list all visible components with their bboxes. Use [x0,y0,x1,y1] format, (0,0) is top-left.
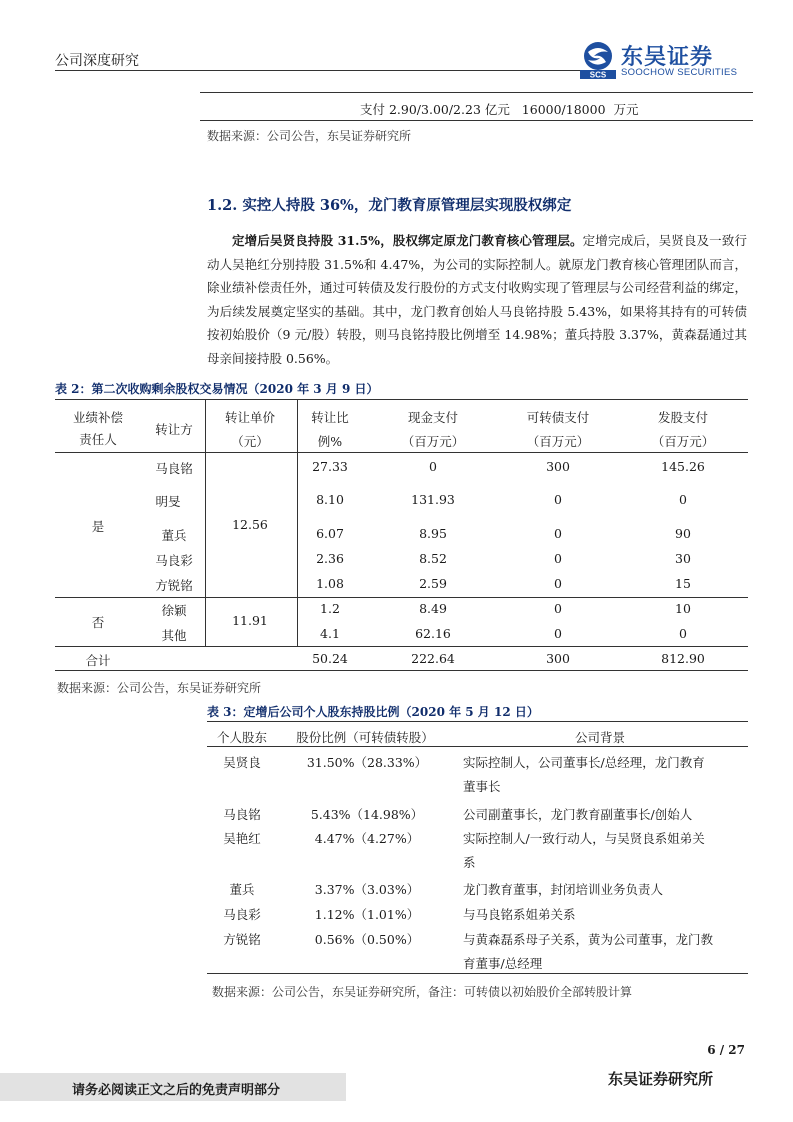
t2-cash: 2.59 [419,576,447,591]
table2-title: 表 2：第二次收购剩余股权交易情况（2020 年 3 月 9 日） [55,382,379,396]
t3-bg-line2: 育董事/总经理 [463,956,543,971]
t2-h-c4a: 转让比 [311,410,349,425]
table3-header-rule [207,746,748,747]
t2-h-c1b: 责任人 [79,432,117,447]
t2-group-no-price: 11.91 [232,613,268,628]
t2-cash: 62.16 [415,626,451,641]
t2-cash: 0 [429,459,437,474]
t3-pct: 5.43%（14.98%） [310,807,424,822]
t2-total-cash: 222.64 [411,651,455,666]
t3-pct: 0.56%（0.50%） [314,932,420,947]
continued-table-source: 数据来源：公司公告，东吴证券研究所 [207,129,412,143]
t2-stock: 145.26 [661,459,705,474]
t2-h-c3a: 转让单价 [224,410,275,425]
t3-pct: 1.12%（1.01%） [314,907,420,922]
t2-name: 马良铭 [155,461,193,476]
t2-ratio: 4.1 [320,626,340,641]
t3-name: 董兵 [229,882,255,897]
t2-h-c5b: （百万元） [401,434,465,449]
t2-total-label: 合计 [85,653,111,668]
t2-name: 董兵 [161,528,187,543]
paragraph-lead: 定增后吴贤良持股 31.5%，股权绑定原龙门教育核心管理层。 [232,233,583,248]
t3-name: 方锐铭 [223,932,261,947]
t2-cb: 0 [554,601,562,616]
footer-brand: 东吴证券研究所 [608,1070,714,1088]
t2-ratio: 8.10 [316,492,344,507]
logo-english-name: SOOCHOW SECURITIES [621,67,738,78]
t2-ratio: 1.08 [316,576,344,591]
paragraph-body: 定增完成后，吴贤良及一致行动人吴艳红分别持股 31.5%和 4.47%，为公司的实际控制人。就原龙门教育核心管理团队而言，除业绩补偿责任外，通过可转债及发行股份的方式支付收购实现了管理层与公司经营利益的绑定，为后续发展奠定坚实的基础。其中，龙门教育创始人马良铭持股 5.43%，如果将其持有的可转债按初始股价（9 元/股）转股，则马良铭持股比例增至 14.98%；董兵持股 3.37%，黄森磊通过其母亲间接持股 0.56%。 [207,233,747,366]
t2-stock: 15 [675,576,691,591]
t2-cb: 0 [554,492,562,507]
t2-ratio: 27.33 [312,459,348,474]
t3-bg-line1: 实际控制人/一致行动人，与吴贤良系姐弟关 [463,831,705,846]
t3-name: 马良彩 [223,907,261,922]
header-divider [55,70,600,71]
t2-stock: 0 [679,626,687,641]
t2-h-c6a: 可转债支付 [526,410,590,425]
t3-name: 马良铭 [223,807,261,822]
t2-h-c5a: 现金支付 [407,410,458,425]
t2-h-c3b: （元） [231,434,269,449]
section-paragraph [207,229,747,370]
t2-h-c2: 转让方 [155,422,193,437]
t2-name: 其他 [161,628,187,643]
t2-total-cb: 300 [546,651,570,666]
t2-h-c1a: 业绩补偿 [72,410,123,425]
logo-chinese-name: 东吴证券 [621,44,714,70]
t2-h-c7a: 发股支付 [657,410,708,425]
t2-cash: 131.93 [411,492,455,507]
table2-group-rule [55,597,748,598]
continued-table-row: 支付 2.90/3.00/2.23 亿元 16000/18000 万元 [360,102,639,117]
t2-stock: 90 [675,526,691,541]
t3-h-c3: 公司背景 [574,730,625,745]
continued-table-bottom-rule [200,120,753,121]
section-heading: 1.2. 实控人持股 36%，龙门教育原管理层实现股权绑定 [207,197,572,214]
page-number: 6 / 27 [707,1043,745,1057]
t2-group-no-label: 否 [91,615,105,630]
t2-cash: 8.52 [419,551,447,566]
t3-bg-line1: 实际控制人，公司董事长/总经理，龙门教育 [463,755,705,770]
t3-bg-line1: 与黄森磊系母子关系，黄为公司董事，龙门教 [463,932,714,947]
table3-top-rule [207,721,748,722]
t2-h-c6b: （百万元） [526,434,590,449]
t2-ratio: 1.2 [320,601,340,616]
t2-cb: 300 [546,459,570,474]
t3-bg-line1: 公司副董事长，龙门教育副董事长/创始人 [463,807,693,822]
t2-name: 马良彩 [155,553,193,568]
t2-stock: 0 [679,492,687,507]
t2-cb: 0 [554,576,562,591]
t3-bg-line2: 系 [463,855,476,870]
t2-cash: 8.49 [419,601,447,616]
t3-bg-line1: 龙门教育董事，封闭培训业务负责人 [463,882,664,897]
t2-ratio: 2.36 [316,551,344,566]
t2-group-yes-price: 12.56 [232,517,268,532]
t2-h-c7b: （百万元） [651,434,715,449]
logo-mark-text: SCS [589,70,607,80]
t2-h-c4b: 例% [317,434,343,449]
t2-cash: 8.95 [419,526,447,541]
table2-top-rule [55,399,748,400]
t3-pct: 31.50%（28.33%） [306,755,428,770]
t3-name: 吴艳红 [223,831,261,846]
disclaimer-text: 请务必阅读正文之后的免责声明部分 [72,1083,281,1098]
table3-title: 表 3：定增后公司个人股东持股比例（2020 年 5 月 12 日） [207,705,539,719]
table2-total-rule [55,646,748,647]
table3-bottom-rule [207,973,748,974]
table2-header-rule [55,452,748,453]
table2-bottom-rule [55,670,748,671]
continued-table-top-rule [200,92,753,93]
t2-total-stock: 812.90 [661,651,705,666]
t2-ratio: 6.07 [316,526,344,541]
t2-cb: 0 [554,626,562,641]
t3-bg-line2: 董事长 [463,779,501,794]
t3-bg-line1: 与马良铭系姐弟关系 [463,907,576,922]
t2-group-yes-label: 是 [91,519,105,534]
report-type-label: 公司深度研究 [55,53,139,69]
t3-pct: 3.37%（3.03%） [314,882,420,897]
t2-cb: 0 [554,551,562,566]
company-logo-icon [578,40,618,80]
t2-cb: 0 [554,526,562,541]
t3-pct: 4.47%（4.27%） [314,831,420,846]
t2-name: 明旻 [155,494,181,509]
t2-name: 徐颖 [161,603,187,618]
t3-h-c2: 股份比例（可转债转股） [296,730,434,745]
t2-total-ratio: 50.24 [312,651,348,666]
table2-source: 数据来源：公司公告，东吴证券研究所 [57,681,262,695]
t3-h-c1: 个人股东 [216,730,267,745]
t3-name: 吴贤良 [223,755,261,770]
t2-name: 方锐铭 [155,578,193,593]
table3-source: 数据来源：公司公告，东吴证券研究所，备注：可转债以初始股价全部转股计算 [212,985,633,999]
t2-stock: 10 [675,601,691,616]
t2-stock: 30 [675,551,691,566]
